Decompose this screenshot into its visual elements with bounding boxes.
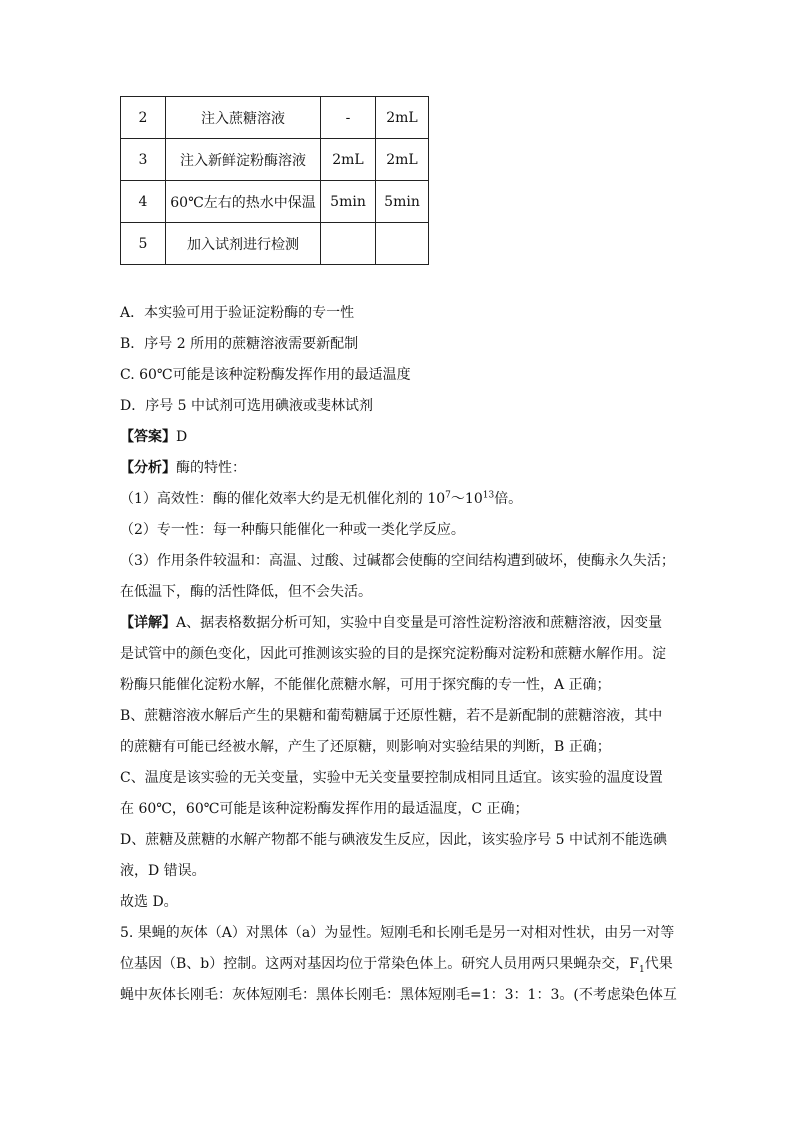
tube2-cell: 2mL [376, 139, 429, 181]
detail-line-4: B、蔗糖溶液水解后产生的果糖和葡萄糖属于还原性糖，若不是新配制的蔗糖溶液，其中 [120, 708, 663, 724]
answer-tag: 【答案】 [120, 429, 176, 445]
tube1-cell [321, 223, 376, 265]
point-1-post: 倍。 [494, 491, 523, 507]
exponent-13: 13 [482, 490, 495, 501]
tube1-cell: - [321, 97, 376, 139]
tube2-cell: 5min [376, 181, 429, 223]
detail-line-8: D、蔗糖及蔗糖的水解产物都不能与碘液发生反应，因此，该实验序号 5 中试剂不能选碘 [120, 832, 668, 848]
point-1-mid: ～10 [450, 491, 483, 507]
row-number: 3 [121, 139, 166, 181]
question-5-line-2 [120, 954, 673, 974]
answer-line [120, 427, 187, 447]
detail-line-7: 在 60℃，60℃可能是该种淀粉酶发挥作用的最适温度，C 正确； [120, 801, 529, 817]
option-a: A．本实验可用于验证淀粉酶的专一性 [120, 305, 355, 321]
step-cell: 注入蔗糖溶液 [166, 97, 321, 139]
answer-text: D [176, 429, 188, 445]
tube1-cell: 5min [321, 181, 376, 223]
option-b: B．序号 2 所用的蔗糖溶液需要新配制 [120, 336, 359, 352]
detail-line-1 [120, 613, 662, 633]
tube2-cell [376, 223, 429, 265]
detail-line-6: C、温度是该实验的无关变量，实验中无关变量要控制成相同且适宜。该实验的温度设置 [120, 770, 663, 786]
analysis-tag: 【分析】 [120, 460, 176, 476]
question-5-line-3: 蝇中灰体长刚毛：灰体短刚毛：黑体长刚毛：黑体短刚毛=1：3：1：3。(不考虑染色体互 [120, 987, 677, 1003]
conclusion-line: 故选 D。 [120, 894, 178, 910]
analysis-point-3: （3）作用条件较温和：高温、过酸、过碱都会使酶的空间结构遭到破坏，使酶永久失活； [120, 553, 675, 569]
tube2-cell: 2mL [376, 97, 429, 139]
q5-line-2-post: 代果 [644, 956, 673, 972]
table-row [121, 223, 429, 265]
option-c: C. 60℃可能是该种淀粉酶发挥作用的最适温度 [120, 367, 411, 383]
question-5-line-1: 5. 果蝇的灰体（A）对黑体（a）为显性。短刚毛和长刚毛是另一对相对性状，由另一对等 [120, 925, 675, 941]
analysis-point-2: （2）专一性：每一种酶只能催化一种或一类化学反应。 [120, 522, 465, 538]
analysis-line [120, 458, 246, 478]
analysis-point-1 [120, 489, 522, 509]
step-cell: 加入试剂进行检测 [166, 223, 321, 265]
point-1-pre: （1）高效性：酶的催化效率大约是无机催化剂的 10 [120, 491, 446, 507]
experiment-table [120, 96, 429, 265]
table-row [121, 97, 429, 139]
table-row [121, 181, 429, 223]
analysis-point-3-cont: 在低温下，酶的活性降低，但不会失活。 [120, 584, 372, 600]
detail-tag: 【详解】 [120, 615, 176, 631]
detail-line-2: 是试管中的颜色变化，因此可推测该实验的目的是探究淀粉酶对淀粉和蔗糖水解作用。淀 [120, 646, 666, 662]
detail-text: A、据表格数据分析可知，实验中自变量是可溶性淀粉溶液和蔗糖溶液，因变量 [176, 615, 663, 631]
step-cell: 60℃左右的热水中保温 [166, 181, 321, 223]
row-number: 4 [121, 181, 166, 223]
table-row [121, 139, 429, 181]
step-cell: 注入新鲜淀粉酶溶液 [166, 139, 321, 181]
tube1-cell: 2mL [321, 139, 376, 181]
detail-line-9: 液，D 错误。 [120, 863, 206, 879]
detail-line-5: 的蔗糖有可能已经被水解，产生了还原糖，则影响对实验结果的判断，B 正确； [120, 739, 611, 755]
detail-line-3: 粉酶只能催化淀粉水解，不能催化蔗糖水解，可用于探究酶的专一性，A 正确； [120, 677, 611, 693]
row-number: 5 [121, 223, 166, 265]
f1-subscript: 1 [638, 964, 645, 975]
analysis-text: 酶的特性： [176, 460, 246, 476]
q5-line-2-pre: 位基因（B、b）控制。这两对基因均位于常染色体上。研究人员用两只果蝇杂交，F [120, 956, 639, 972]
row-number: 2 [121, 97, 166, 139]
option-d: D．序号 5 中试剂可选用碘液或斐林试剂 [120, 398, 374, 414]
exponent-7: 7 [445, 490, 451, 501]
